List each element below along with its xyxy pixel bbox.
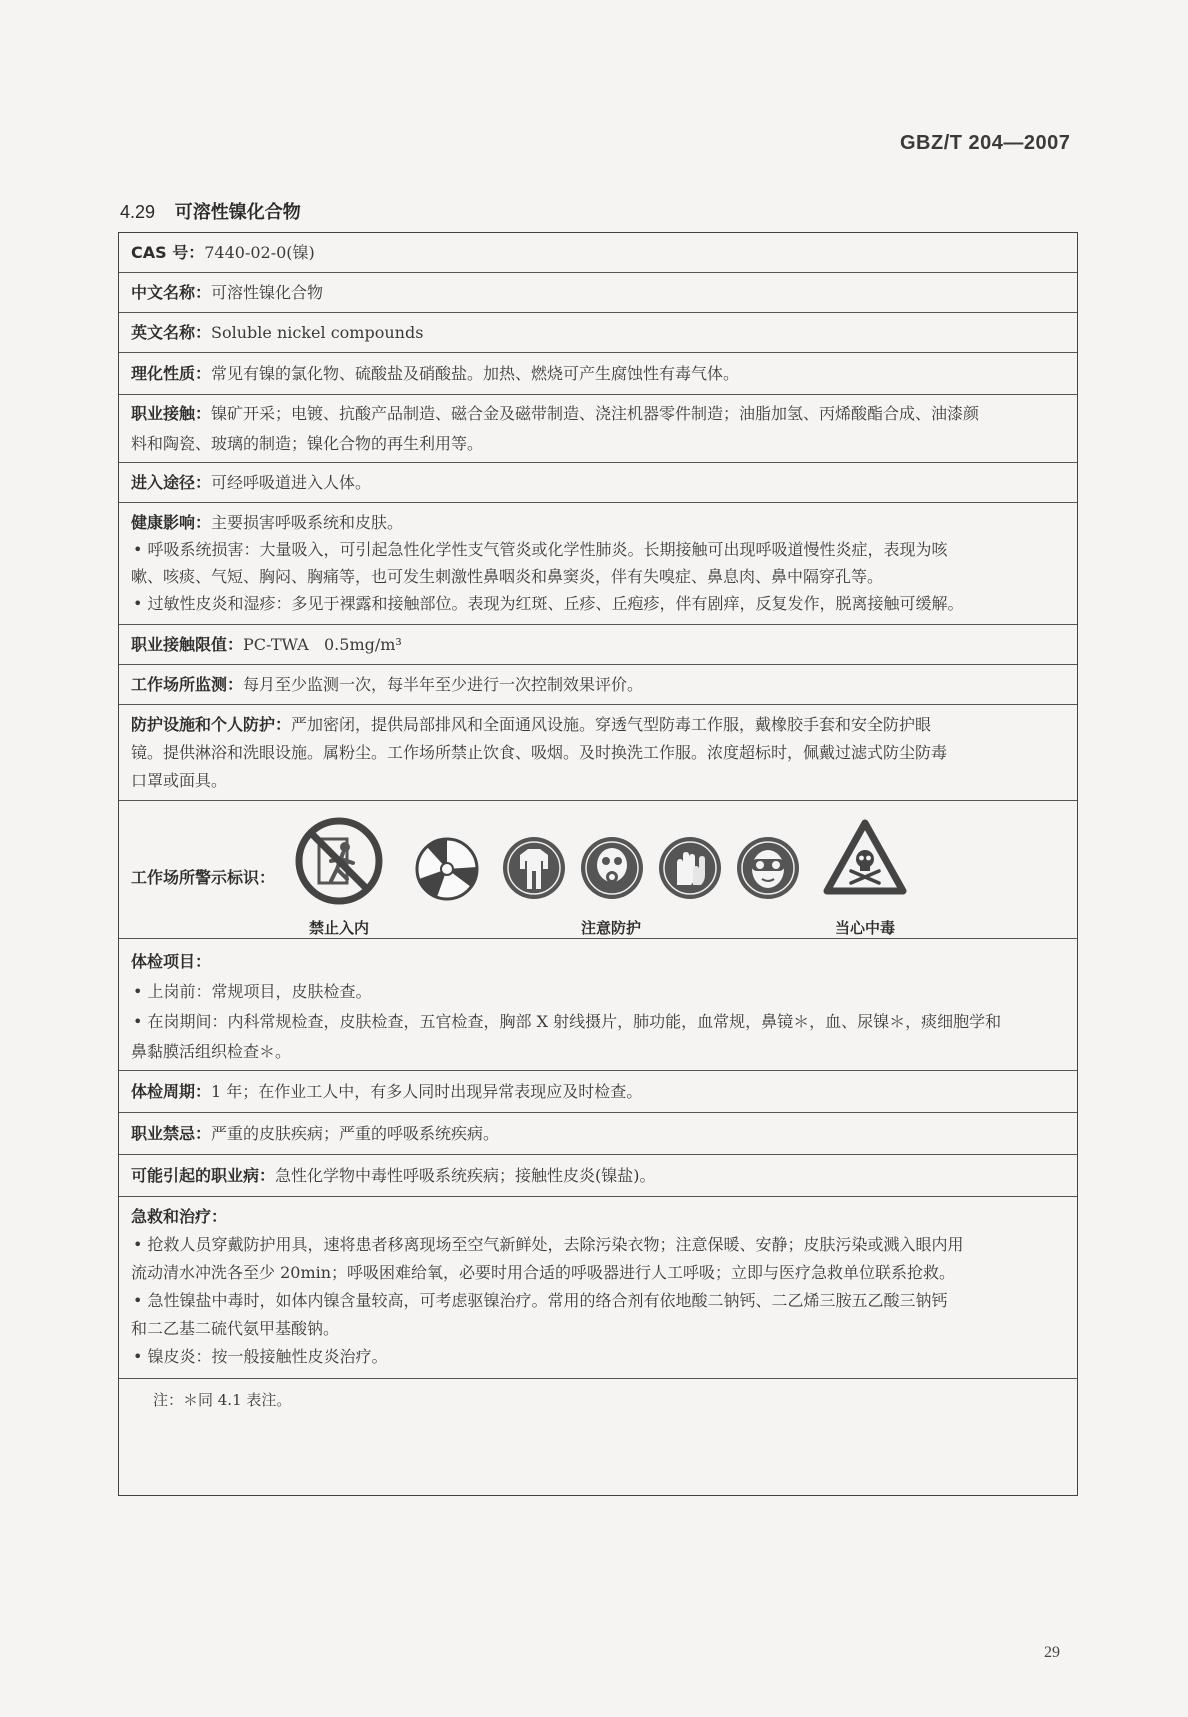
- protection-line-2: 镜。提供淋浴和洗眼设施。属粉尘。工作场所禁止饮食、吸烟。及时换洗工作服。浓度超标时，佩戴过滤式防尘防毒: [131, 743, 948, 762]
- protective-suit-icon: [501, 835, 567, 901]
- exposure-line-2: 料和陶瓷、玻璃的制造；镍化合物的再生利用等。: [131, 434, 484, 453]
- en-name-label: 英文名称：: [131, 322, 212, 342]
- exam-bullet-2-line-2: 鼻黏膜活组织检查＊。: [131, 1042, 292, 1061]
- aid-bullet-2-line-2: 和二乙基二硫代氨甲基酸钠。: [131, 1319, 340, 1338]
- exam-bullet-1: • 上岗前：常规项目，皮肤检查。: [133, 982, 372, 1001]
- page-number: 29: [1044, 1644, 1060, 1661]
- exam-label: 体检项目：: [131, 952, 212, 971]
- protection-line-1: 严加密闭，提供局部排风和全面通风设施。穿透气型防毒工作服，戴橡胶手套和安全防护眼: [291, 715, 932, 734]
- limit-value: PC-TWA 0.5mg/m³: [243, 634, 402, 654]
- properties-value: 常见有镍的氯化物、硫酸盐及硝酸盐。加热、燃烧可产生腐蚀性有毒气体。: [211, 363, 740, 383]
- poison-warning-icon: [823, 819, 907, 897]
- contraindication-value: 严重的皮肤疾病；严重的呼吸系统疾病。: [211, 1123, 500, 1143]
- health-label: 健康影响：: [131, 513, 212, 532]
- contraindication-label: 职业禁忌：: [131, 1123, 212, 1143]
- health-bullet-1-line-1: • 呼吸系统损害：大量吸入，可引起急性化学性支气管炎或化学性肺炎。长期接触可出现呼吸道慢性炎症，表现为咳: [133, 540, 948, 559]
- row-exam-cycle: [119, 1071, 1077, 1113]
- protection-line-3: 口罩或面具。: [131, 771, 228, 790]
- ventilation-fan-icon: [415, 837, 479, 901]
- protection-caption: 注意防护: [580, 919, 641, 937]
- row-cn-name: [119, 273, 1077, 313]
- row-en-name: [119, 313, 1077, 353]
- table-note: 注：＊同 4.1 表注。: [153, 1391, 292, 1409]
- exam-bullet-2-line-1: • 在岗期间：内科常规检查，皮肤检查，五官检查，胸部 X 射线摄片，肺功能，血常规，鼻镜＊，血、尿镍＊，痰细胞学和: [133, 1012, 1002, 1031]
- no-entry-icon: [295, 817, 383, 905]
- row-warning-signs: [119, 801, 1077, 939]
- cycle-label: 体检周期：: [131, 1081, 212, 1101]
- health-bullet-1-line-2: 嗽、咳痰、气短、胸闷、胸痛等，也可发生刺激性鼻咽炎和鼻窦炎，伴有失嗅症、鼻息肉、鼻中隔穿孔等。: [131, 567, 884, 586]
- gloves-icon: [657, 835, 723, 901]
- no-entry-caption: 禁止入内: [308, 919, 369, 937]
- properties-label: 理化性质：: [131, 363, 212, 383]
- cas-value: 7440-02-0(镍): [204, 242, 315, 262]
- row-occupational-disease: [119, 1155, 1077, 1197]
- row-first-aid: [119, 1197, 1077, 1379]
- cycle-value: 1 年；在作业工人中，有多人同时出现异常表现应及时检查。: [211, 1081, 643, 1101]
- monitoring-value: 每月至少监测一次，每半年至少进行一次控制效果评价。: [243, 674, 644, 694]
- exposure-line-1: 镍矿开采；电镀、抗酸产品制造、磁合金及磁带制造、浇注机器零件制造；油脂加氢、丙烯酸酯合成、油漆颜: [211, 404, 980, 423]
- row-limit: [119, 625, 1077, 665]
- aid-bullet-1-line-2: 流动清水冲洗各至少 20min；呼吸困难给氧，必要时用合适的呼吸器进行人工呼吸；立即与医疗急救单位联系抢救。: [131, 1263, 956, 1282]
- disease-label: 可能引起的职业病：: [131, 1165, 276, 1185]
- row-cas: [119, 233, 1077, 273]
- section-heading: [120, 198, 301, 224]
- row-properties: [119, 353, 1077, 395]
- cas-label: CAS 号：: [131, 242, 205, 262]
- route-label: 进入途径：: [131, 472, 212, 492]
- exposure-label: 职业接触：: [131, 404, 212, 423]
- row-protection: [119, 705, 1077, 801]
- limit-label: 职业接触限值：: [131, 634, 244, 654]
- cn-name-value: 可溶性镍化合物: [211, 282, 324, 302]
- aid-bullet-2-line-1: • 急性镍盐中毒时，如体内镍含量较高，可考虑驱镍治疗。常用的络合剂有依地酸二钠钙、二乙烯三胺五乙酸三钠钙: [133, 1291, 948, 1310]
- row-contraindication: [119, 1113, 1077, 1155]
- en-name-value: Soluble nickel compounds: [211, 322, 424, 342]
- monitoring-label: 工作场所监测：: [131, 674, 244, 694]
- row-monitoring: [119, 665, 1077, 705]
- aid-bullet-1-line-1: • 抢救人员穿戴防护用具，速将患者移离现场至空气新鲜处，去除污染衣物；注意保暖、安静；皮肤污染或溅入眼内用: [133, 1235, 964, 1254]
- health-bullet-2: • 过敏性皮炎和湿疹：多见于裸露和接触部位。表现为红斑、丘疹、丘疱疹，伴有剧痒，反复发作，脱离接触可缓解。: [133, 594, 964, 613]
- aid-label: 急救和治疗：: [131, 1207, 228, 1226]
- warning-signs-label: 工作场所警示标识：: [131, 868, 276, 887]
- protection-label: 防护设施和个人防护：: [131, 715, 292, 734]
- cn-name-label: 中文名称：: [131, 282, 212, 302]
- row-health: [119, 503, 1077, 625]
- aid-bullet-3: • 镍皮炎：按一般接触性皮炎治疗。: [133, 1347, 388, 1366]
- standard-code: GBZ/T 204—2007: [900, 132, 1071, 154]
- data-sheet-table: [118, 232, 1078, 1496]
- poison-caption: 当心中毒: [834, 919, 895, 937]
- section-title: 可溶性镍化合物: [174, 202, 301, 223]
- respirator-mask-icon: [579, 835, 645, 901]
- row-route: [119, 463, 1077, 503]
- disease-value: 急性化学物中毒性呼吸系统疾病；接触性皮炎(镍盐)。: [275, 1165, 656, 1185]
- safety-goggles-icon: [735, 835, 801, 901]
- section-number: 4.29: [120, 202, 156, 222]
- row-exam: [119, 939, 1077, 1071]
- row-exposure: [119, 395, 1077, 463]
- health-value: 主要损害呼吸系统和皮肤。: [211, 513, 404, 532]
- route-value: 可经呼吸道进入人体。: [211, 472, 372, 492]
